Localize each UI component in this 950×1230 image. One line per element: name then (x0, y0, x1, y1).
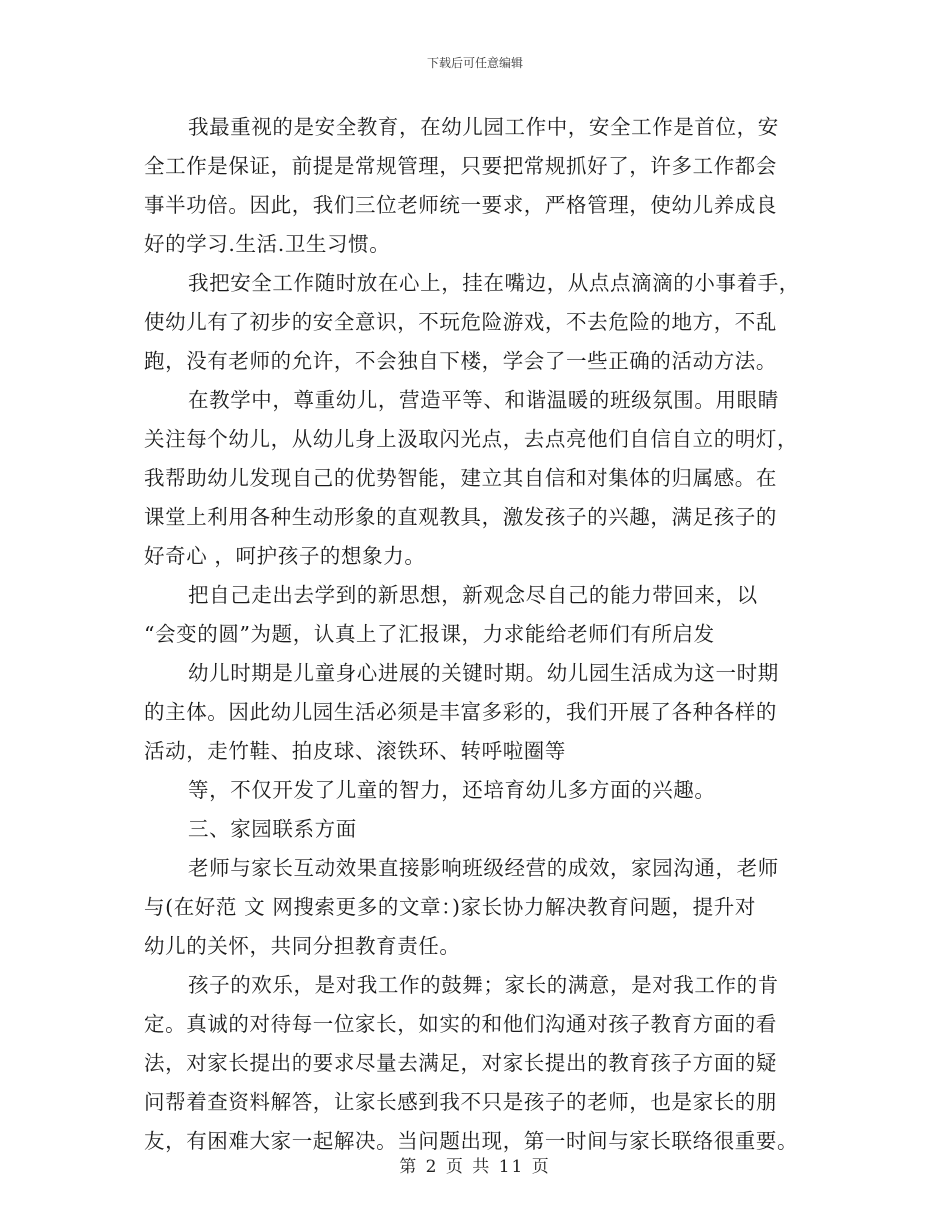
text-line: 活动，走竹鞋、拍皮球、滚铁环、转呼啦圈等 (144, 739, 566, 763)
text-line: 与(在好范 文 网搜索更多的文章：)家长协力解决教育问题，提升对 (144, 895, 756, 919)
text-line: 我帮助幼儿发现自己的优势智能，建立其自信和对集体的归属感。在 (144, 466, 777, 490)
text-line: 在教学中，尊重幼儿，营造平等、和谐温暖的班级氛围。用眼睛 (188, 388, 779, 412)
text-line: 问帮着查资料解答，让家长感到我不只是孩子的老师，也是家长的朋 (144, 1090, 777, 1114)
document-body (144, 108, 814, 1161)
page-header-note: 下载后可任意编辑 (426, 56, 523, 70)
text-line: 跑，没有老师的允许，不会独自下楼，学会了一些正确的活动方法。 (144, 349, 777, 373)
text-line: 友，有困难大家一起解决。当问题出现，第一时间与家长联络很重要。 (144, 1129, 799, 1153)
text-line: 使幼儿有了初步的安全意识，不玩危险游戏，不去危险的地方，不乱 (144, 310, 777, 334)
text-line: 关注每个幼儿，从幼儿身上汲取闪光点，去点亮他们自信自立的明灯， (144, 427, 799, 451)
text-line: 好的学习.生活.卫生习惯。 (144, 232, 391, 256)
text-line: 幼儿的关怀，共同分担教育责任。 (144, 934, 461, 958)
text-line: 孩子的欢乐，是对我工作的鼓舞；家长的满意，是对我工作的肯 (188, 973, 779, 997)
text-line: 三、家园联系方面 (188, 817, 357, 841)
text-line: 等，不仅开发了儿童的智力，还培育幼儿多方面的兴趣。 (188, 778, 716, 802)
text-line: 课堂上利用各种生动形象的直观教具，激发孩子的兴趣，满足孩子的 (144, 505, 777, 529)
text-line: 老师与家长互动效果直接影响班级经营的成效，家园沟通，老师 (188, 856, 779, 880)
text-line: 法，对家长提出的要求尽量去满足，对家长提出的教育孩子方面的疑 (144, 1051, 777, 1075)
text-line: 把自己走出去学到的新思想，新观念尽自己的能力带回来，以 (188, 583, 758, 607)
page-number-footer: 第 2 页 共 11 页 (399, 1157, 551, 1177)
text-line: 的主体。因此幼儿园生活必须是丰富多彩的，我们开展了各种各样的 (144, 700, 777, 724)
text-line: 我最重视的是安全教育，在幼儿园工作中，安全工作是首位，安 (188, 115, 779, 139)
text-line: 事半功倍。因此，我们三位老师统一要求，严格管理，使幼儿养成良 (144, 193, 777, 217)
text-line: 全工作是保证，前提是常规管理，只要把常规抓好了，许多工作都会 (144, 154, 777, 178)
text-line: 我把安全工作随时放在心上，挂在嘴边，从点点滴滴的小事着手， (188, 271, 800, 295)
text-line: 定。真诚的对待每一位家长，如实的和他们沟通对孩子教育方面的看 (144, 1012, 777, 1036)
text-line: 幼儿时期是儿童身心进展的关键时期。幼儿园生活成为这一时期 (188, 661, 779, 685)
text-line: 好奇心 ，呵护孩子的想象力。 (144, 544, 426, 568)
text-line: “会变的圆”为题，认真上了汇报课，力求能给老师们有所启发 (144, 622, 715, 646)
